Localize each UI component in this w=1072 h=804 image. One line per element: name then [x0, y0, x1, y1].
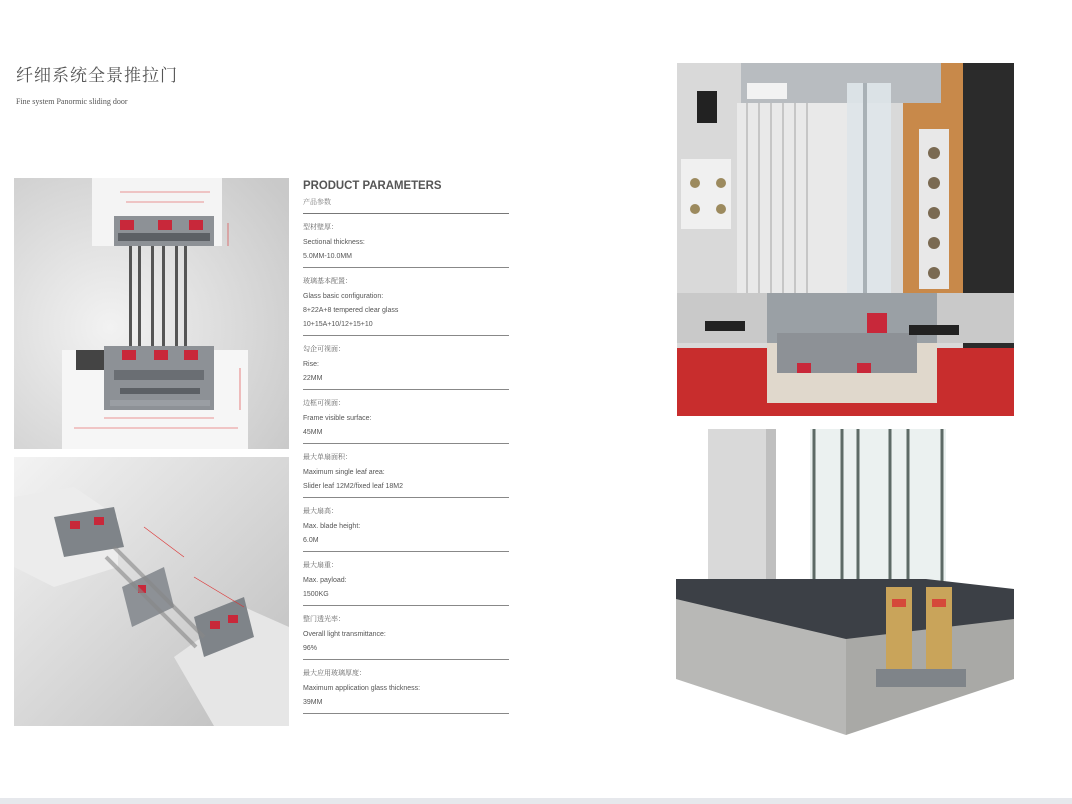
param-max-payload [303, 552, 509, 606]
param-value: 96% [303, 645, 318, 652]
param-label-cn: 玻璃基本配置： [303, 277, 352, 285]
param-max-leaf-area [303, 444, 509, 498]
params-subheading: 产品参数 [303, 198, 331, 206]
param-label-en: Frame visible surface: [303, 415, 372, 422]
param-rise [303, 336, 509, 390]
product-parameters [303, 178, 509, 714]
param-label-cn: 最大应用玻璃厚度： [303, 669, 366, 677]
param-value: 39MM [303, 699, 323, 706]
param-glass-configuration [303, 268, 509, 336]
param-label-cn: 最大扇高： [303, 507, 338, 515]
param-label-cn: 整门透光率： [303, 615, 345, 623]
page-title-cn: 纤细系统全景推拉门 [16, 66, 178, 86]
exploded-section-image [14, 457, 289, 726]
param-label-en: Sectional thickness: [303, 239, 365, 246]
param-value: 1500KG [303, 591, 329, 598]
param-label-cn: 勾企可视面： [303, 345, 345, 353]
param-label-cn: 边框可视面： [303, 399, 345, 407]
param-label-en: Max. payload: [303, 577, 347, 584]
floor-section-render [676, 429, 1014, 735]
section-drawing-image [14, 178, 289, 449]
param-max-glass-thickness [303, 660, 509, 714]
param-value: Slider leaf 12M2/fixed leaf 18M2 [303, 483, 403, 490]
param-value: 10+15A+10/12+15+10 [303, 321, 373, 328]
param-value: 45MM [303, 429, 323, 436]
param-label-en: Rise: [303, 361, 319, 368]
param-value: 8+22A+8 tempered clear glass [303, 307, 399, 314]
param-frame-visible-surface [303, 390, 509, 444]
param-label-cn: 型材壁厚： [303, 223, 338, 231]
param-label-en: Maximum application glass thickness: [303, 685, 421, 692]
param-light-transmittance [303, 606, 509, 660]
param-label-en: Overall light transmittance: [303, 631, 386, 638]
params-heading: PRODUCT PARAMETERS [303, 178, 442, 192]
param-label-en: Max. blade height: [303, 523, 361, 530]
param-label-en: Glass basic configuration: [303, 293, 384, 300]
param-max-blade-height [303, 498, 509, 552]
param-value: 5.0MM-10.0MM [303, 253, 353, 260]
param-label-cn: 最大扇重： [303, 561, 338, 569]
param-sectional-thickness [303, 214, 509, 268]
param-value: 6.0M [303, 537, 319, 544]
page-title-en: Fine system Panormic sliding door [16, 97, 128, 106]
profile-cutaway-photo [677, 63, 1014, 416]
param-label-en: Maximum single leaf area: [303, 469, 385, 476]
param-value: 22MM [303, 375, 323, 382]
page-bottom-bar [0, 798, 1072, 804]
param-label-cn: 最大单扇面积： [303, 453, 352, 461]
